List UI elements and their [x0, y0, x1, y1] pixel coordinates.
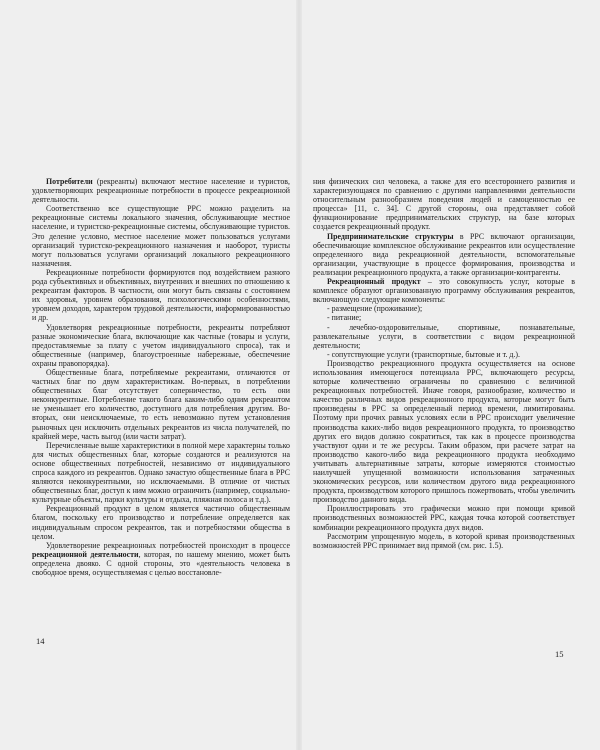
list-item: - размещение (проживание);: [327, 304, 423, 314]
paragraph: Потребители (рекреанты) включают местное население и туристов, удовлетворяющих рекреационные потребности в процессе рекреационной деятельности.: [32, 177, 290, 205]
list-item: - сопутствующие услуги (транспортные, бытовые и т. д.).: [327, 349, 521, 359]
list-item: - питание;: [327, 313, 362, 323]
paragraph: ния физических сил человека, а также для его всестороннего развития и характеризующаяся по сравнению с другими направлениями деятельности относительным разнообразием поведения людей и самоценностью ее процесса» [11, с. 34]. С другой стороны, она представляет собой функционирование предпринимательских структур, на базе которых создается рекреационный продукт.: [313, 177, 575, 232]
page-number-left: 14: [36, 636, 45, 646]
paragraph: Рекреационный продукт в целом является частично общественным благом, поскольку его производство и потребление определяется как индивидуальным спросом рекреантов, так и потребностями общества в целом.: [32, 504, 290, 541]
page-number-right: 15: [555, 649, 564, 659]
list-item: - лечебно-оздоровительные, спортивные, познавательные, развлекательные услуги, в соответствии с видом рекреационной деятельности;: [313, 322, 575, 350]
paragraph: Перечисленные выше характеристики в полной мере характерны только для чистых общественных благ, которые создаются и реализуются на основе общественных потребностей, независимо от индивидуального спроса каждого из рекреантов. Однако зачастую общественные блага в РРС являются неконкурентными, но исключаемыми. В отличие от чистых общественных благ, доступ к ним можно ограничить (например, социально-культурные объекты, парки культуры и отдыха, пляжная полоса и т.д.).: [32, 440, 290, 505]
paragraph: Рекреационные потребности формируются под воздействием разного рода субъективных и объективных, внутренних и внешних по отношению к рекреантам факторов. В частности, они могут быть связаны с состоянием их здоровья, уровнем образования, психологическими особенностями, уровнем доходов, характером трудовой деятельности, информированностью и др.: [32, 267, 290, 323]
paragraph: Общественные блага, потребляемые рекреантами, отличаются от частных благ по двум характеристикам. Во-первых, в потреблении общественных благ отсутствует соперничество, то есть они неконкурентные. Потребление такого блага каким-либо одним рекреантом не уменьшает его количество, доступного для потребления другим. Во-вторых, они неисключаемые, то есть невозможно путем установления рыночных цен исключить отдельных рекреантов из числа получателей, по крайней мере, часть выгод (или части затрат).: [32, 367, 290, 441]
paragraph: Соответственно все существующие РРС можно разделить на рекреационные системы локального значения, обслуживающие местное население, и туристско-рекреационные системы, обслуживающие туристов. Это деление условно, местное население может пользоваться услугами организаций туристско-рекреационного назначения и наоборот, туристы могут пользоваться услугами организаций локального рекреационного назначения.: [32, 204, 290, 268]
paragraph: Удовлетворение рекреационных потребностей происходит в процессе рекреационной деятельности, которая, по нашему мнению, может быть определена двояко. С одной стороны, это «деятельность человека в свободное время, осуществляемая с целью восстановле-: [32, 540, 291, 578]
gutter: [296, 0, 302, 750]
paragraph: Предпринимательские структуры в РРС включают организации, обеспечивающие комплексное обслуживание рекреантов или осуществление определенного вида рекреационной деятельности, вспомогательные организации, участвующие в процессе формирования, производства и реализации рекреационного продукта, а также организации-контрагенты.: [313, 231, 575, 277]
paragraph: Удовлетворяя рекреационные потребности, рекреанты потребляют разные экономические блага, включающие как частные (товары и услуги, предоставляемые за плату с учетом индивидуального спроса), так и общественные (например, благоустроенные набережные, обеспечение охраны правопорядка).: [32, 322, 290, 368]
left-page-text: [32, 177, 290, 577]
paragraph: Производство рекреационного продукта осуществляется на основе использования имеющегося потенциала РРС, включающего ресурсы, которые количественно ограничены по сравнению с величиной рекреационных потребностей. Иначе говоря, разнообразие, количество и качество различных видов рекреационного продукта, которые могут быть произведены в РРС за определенный период времени, лимитированы. Поэтому при прочих равных условиях если в РРС происходит увеличение производства каких-либо видов рекреационного продукта, то производство других его видов должно сократиться, так как в процессе производства участвуют одни и те же ресурсы. Таким образом, при расчете затрат на производство какого-либо вида рекреационного продукта необходимо учитывать альтернативные затраты, которые измеряются стоимостью наилучшей упущенной возможности использования затраченных экономических ресурсов, или количеством другого вида рекреационного продукта, производством которого пришлось пожертвовать, чтобы увеличить производство данного вида.: [313, 358, 575, 505]
right-page-text: [313, 177, 575, 550]
paragraph: Рассмотрим упрощенную модель, в которой кривая производственных возможностей РРС принимает вид прямой (см. рис. 1.5).: [313, 531, 575, 550]
paragraph: Рекреационный продукт – это совокупность услуг, которые в комплексе образуют организованную программу обслуживания рекреантов, включающую следующие компоненты:: [313, 277, 575, 305]
paragraph: Проиллюстрировать это графически можно при помощи кривой производственных возможностей РРС, каждая точка которой соответствует комбинации рекреационного продукта двух видов.: [313, 504, 575, 532]
